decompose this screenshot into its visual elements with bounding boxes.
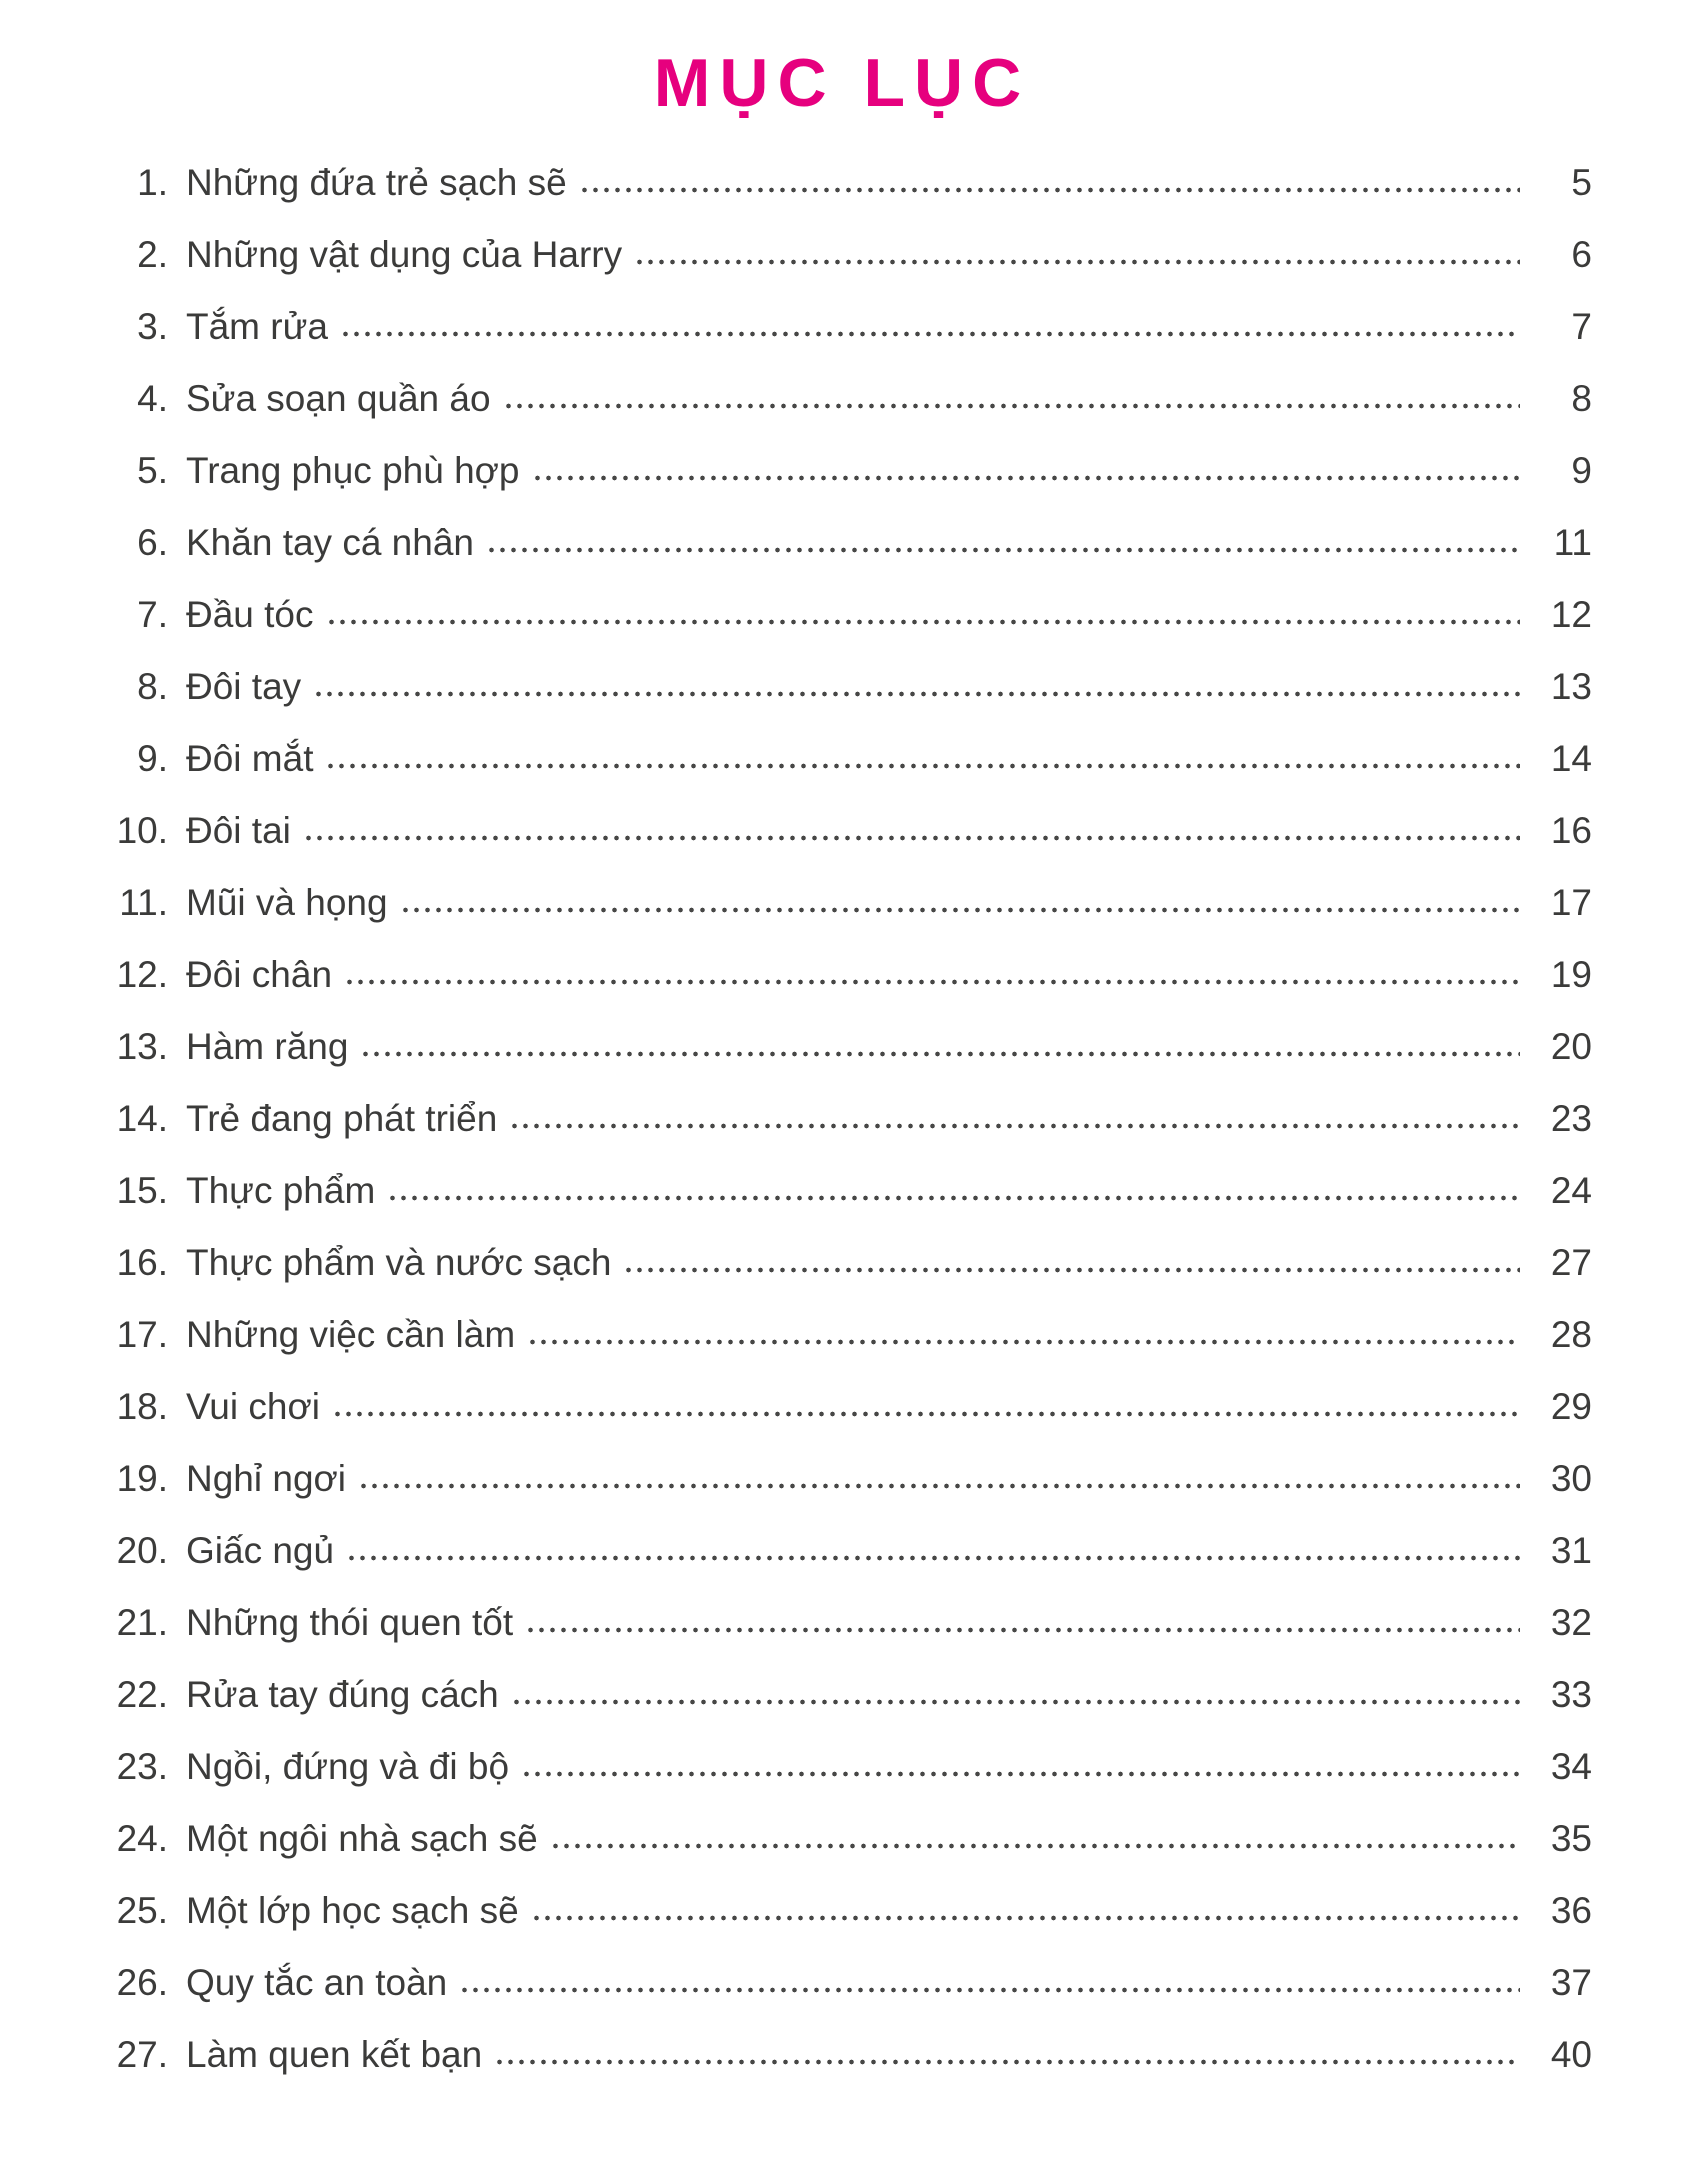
toc-entry-page: 31: [1550, 1530, 1592, 1571]
toc-entry-number: 23.: [116, 1746, 168, 1787]
dotted-leader: [509, 1105, 1520, 1131]
toc-entry: [84, 1388, 1592, 1460]
toc-entry-page: 5: [1571, 162, 1592, 203]
toc-entry-page: 37: [1550, 1962, 1592, 2003]
toc-entry-title: Rửa tay đúng cách: [186, 1674, 499, 1715]
toc-entry-title: Những việc cần làm: [186, 1314, 516, 1355]
toc-entry: [84, 524, 1592, 596]
toc-entry: [84, 1028, 1592, 1100]
toc-entry-number: 25.: [116, 1890, 168, 1931]
dotted-leader: [532, 457, 1520, 483]
dotted-leader: [387, 1177, 1520, 1203]
toc-entry-title: Hàm răng: [186, 1026, 349, 1067]
toc-entry: [84, 164, 1592, 236]
toc-entry: [84, 2036, 1592, 2108]
toc-entry-page: 29: [1550, 1386, 1592, 1427]
toc-entry-number: 26.: [116, 1962, 168, 2003]
toc-entry: [84, 1748, 1592, 1820]
dotted-leader: [346, 1537, 1520, 1563]
toc-entry-title: Tắm rửa: [186, 306, 328, 347]
toc-entry: [84, 740, 1592, 812]
toc-entry: [84, 1244, 1592, 1316]
toc-entry-page: 19: [1550, 954, 1592, 995]
toc-list: [0, 158, 1684, 2108]
dotted-leader: [400, 889, 1520, 915]
toc-entry-title: Trang phục phù hợp: [186, 450, 520, 491]
toc-entry: [84, 1892, 1592, 1964]
toc-entry: [84, 956, 1592, 1028]
dotted-leader: [503, 385, 1520, 411]
toc-entry-page: 7: [1571, 306, 1592, 347]
toc-entry-number: 10.: [116, 810, 168, 851]
dotted-leader: [623, 1249, 1520, 1275]
toc-entry: [84, 1964, 1592, 2036]
toc-entry-number: 7.: [137, 594, 168, 635]
toc-entry-number: 6.: [137, 522, 168, 563]
toc-entry-number: 5.: [137, 450, 168, 491]
toc-entry: [84, 236, 1592, 308]
toc-entry-number: 21.: [116, 1602, 168, 1643]
toc-entry-number: 1.: [137, 162, 168, 203]
toc-entry-title: Đôi mắt: [186, 738, 314, 779]
dotted-leader: [303, 817, 1520, 843]
toc-entry-page: 17: [1550, 882, 1592, 923]
dotted-leader: [360, 1033, 1520, 1059]
toc-entry-title: Những thói quen tốt: [186, 1602, 514, 1643]
dotted-leader: [344, 961, 1520, 987]
toc-entry-number: 3.: [137, 306, 168, 347]
toc-entry-number: 16.: [116, 1242, 168, 1283]
toc-entry-title: Làm quen kết bạn: [186, 2034, 483, 2075]
toc-entry-title: Một lớp học sạch sẽ: [186, 1890, 519, 1931]
toc-entry-title: Thực phẩm và nước sạch: [186, 1242, 612, 1283]
toc-entry: [84, 1100, 1592, 1172]
toc-entry-title: Quy tắc an toàn: [186, 1962, 448, 2003]
toc-entry-number: 8.: [137, 666, 168, 707]
toc-entry-page: 20: [1550, 1026, 1592, 1067]
toc-entry-page: 33: [1550, 1674, 1592, 1715]
toc-entry-page: 35: [1550, 1818, 1592, 1859]
dotted-leader: [531, 1897, 1520, 1923]
dotted-leader: [511, 1681, 1520, 1707]
toc-entry: [84, 1316, 1592, 1388]
toc-entry-page: 28: [1550, 1314, 1592, 1355]
toc-entry: [84, 308, 1592, 380]
toc-entry: [84, 380, 1592, 452]
dotted-leader: [486, 529, 1520, 555]
dotted-leader: [325, 745, 1520, 771]
toc-entry-number: 4.: [137, 378, 168, 419]
toc-entry-page: 36: [1550, 1890, 1592, 1931]
toc-entry-title: Đôi tay: [186, 666, 302, 707]
toc-entry: [84, 884, 1592, 956]
toc-entry-page: 30: [1550, 1458, 1592, 1499]
toc-entry: [84, 596, 1592, 668]
toc-entry: [84, 1604, 1592, 1676]
toc-entry-number: 22.: [116, 1674, 168, 1715]
toc-entry-title: Mũi và họng: [186, 882, 388, 923]
toc-entry-number: 18.: [116, 1386, 168, 1427]
toc-entry-title: Ngồi, đứng và đi bộ: [186, 1746, 510, 1787]
dotted-leader: [332, 1393, 1520, 1419]
dotted-leader: [527, 1321, 1520, 1347]
toc-entry-title: Những đứa trẻ sạch sẽ: [186, 162, 567, 203]
toc-entry-page: 24: [1550, 1170, 1592, 1211]
dotted-leader: [521, 1753, 1520, 1779]
toc-entry: [84, 1676, 1592, 1748]
toc-entry-title: Đôi tai: [186, 810, 291, 851]
toc-entry-number: 12.: [116, 954, 168, 995]
toc-entry-number: 14.: [116, 1098, 168, 1139]
toc-entry-number: 17.: [116, 1314, 168, 1355]
toc-entry-title: Đầu tóc: [186, 594, 314, 635]
toc-entry-title: Vui chơi: [186, 1386, 320, 1427]
dotted-leader: [358, 1465, 1520, 1491]
toc-entry-page: 16: [1550, 810, 1592, 851]
toc-entry-number: 27.: [116, 2034, 168, 2075]
dotted-leader: [494, 2041, 1520, 2067]
toc-entry-title: Nghỉ ngơi: [186, 1458, 347, 1499]
toc-entry-number: 24.: [116, 1818, 168, 1859]
toc-entry: [84, 1820, 1592, 1892]
toc-entry-page: 11: [1553, 522, 1592, 563]
toc-entry-number: 11.: [119, 882, 168, 923]
toc-entry-page: 40: [1550, 2034, 1592, 2075]
toc-entry-title: Đôi chân: [186, 954, 333, 995]
toc-entry-title: Thực phẩm: [186, 1170, 376, 1211]
toc-entry: [84, 1460, 1592, 1532]
page-title: MỤC LỤC: [653, 45, 1031, 121]
toc-entry-page: 12: [1550, 594, 1592, 635]
toc-entry-title: Sửa soạn quần áo: [186, 378, 491, 419]
toc-entry-title: Giấc ngủ: [186, 1530, 335, 1571]
dotted-leader: [579, 169, 1520, 195]
dotted-leader: [550, 1825, 1520, 1851]
dotted-leader: [525, 1609, 1520, 1635]
toc-entry-number: 9.: [137, 738, 168, 779]
dotted-leader: [340, 313, 1520, 339]
toc-entry: [84, 452, 1592, 524]
dotted-leader: [634, 241, 1520, 267]
dotted-leader: [326, 601, 1520, 627]
toc-entry-title: Trẻ đang phát triển: [186, 1098, 498, 1139]
toc-entry-page: 27: [1550, 1242, 1592, 1283]
toc-entry-page: 9: [1571, 450, 1592, 491]
toc-entry: [84, 668, 1592, 740]
toc-entry-page: 14: [1550, 738, 1592, 779]
toc-entry-number: 2.: [137, 234, 168, 275]
toc-entry-page: 8: [1571, 378, 1592, 419]
dotted-leader: [313, 673, 1520, 699]
toc-entry-page: 6: [1571, 234, 1592, 275]
toc-entry: [84, 1172, 1592, 1244]
toc-entry-title: Khăn tay cá nhân: [186, 522, 474, 563]
toc-entry-page: 13: [1550, 666, 1592, 707]
dotted-leader: [459, 1969, 1520, 1995]
toc-entry-title: Những vật dụng của Harry: [186, 234, 623, 275]
toc-entry: [84, 812, 1592, 884]
toc-entry-page: 23: [1550, 1098, 1592, 1139]
toc-entry-page: 34: [1550, 1746, 1592, 1787]
toc-entry-number: 13.: [116, 1026, 168, 1067]
toc-entry-page: 32: [1550, 1602, 1592, 1643]
toc-entry-number: 15.: [116, 1170, 168, 1211]
toc-entry: [84, 1532, 1592, 1604]
toc-entry-number: 20.: [116, 1530, 168, 1571]
toc-entry-number: 19.: [116, 1458, 168, 1499]
toc-entry-title: Một ngôi nhà sạch sẽ: [186, 1818, 538, 1859]
